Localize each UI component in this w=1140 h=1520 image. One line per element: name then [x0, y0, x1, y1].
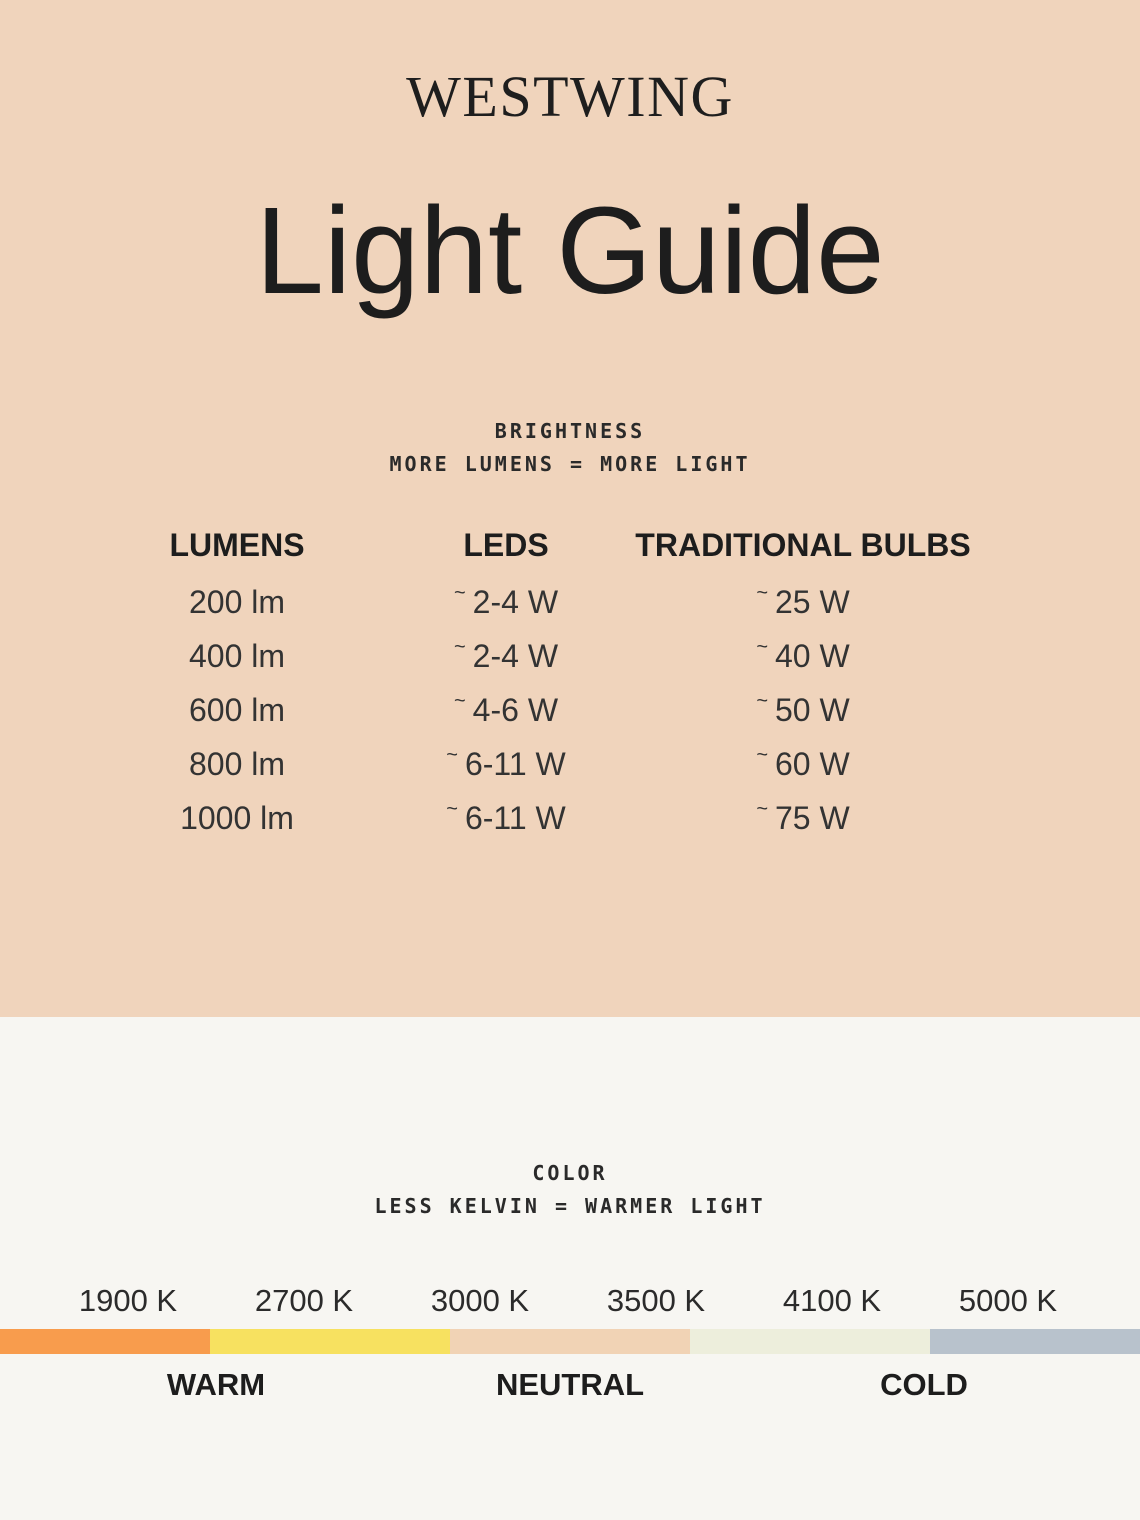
bar-segment-yellow	[210, 1329, 450, 1354]
kelvin-label: 3500 K	[606, 1283, 706, 1318]
brand-logo: WESTWING	[406, 64, 734, 129]
color-temperature-section	[0, 1017, 1140, 1520]
lumens-value: 800 lm	[188, 745, 286, 782]
column-header-traditional-bulbs: TRADITIONAL BULBS	[635, 527, 971, 564]
bulb-watt-value: ~ 40 W	[756, 635, 850, 674]
bulb-watt-value: ~ 60 W	[756, 743, 850, 782]
lumens-value: 200 lm	[188, 583, 286, 620]
approx-symbol: ~	[446, 797, 458, 820]
approx-symbol: ~	[756, 689, 768, 712]
approx-symbol: ~	[756, 635, 768, 658]
column-header-lumens: LUMENS	[169, 527, 305, 564]
approx-symbol: ~	[756, 581, 768, 604]
bulb-watt-value: ~ 75 W	[756, 797, 850, 836]
color-heading: COLOR	[532, 1161, 608, 1185]
led-watt-value: ~ 6-11 W	[446, 797, 566, 836]
bar-segment-cool-blue-gray	[930, 1329, 1140, 1354]
approx-symbol: ~	[453, 581, 466, 604]
kelvin-scale-labels	[0, 1283, 1140, 1319]
approx-symbol: ~	[756, 797, 768, 820]
approx-symbol: ~	[453, 635, 466, 658]
kelvin-label: 2700 K	[254, 1283, 354, 1318]
color-subheading: LESS KELVIN = WARMER LIGHT	[374, 1194, 766, 1218]
neutral-label: NEUTRAL	[495, 1367, 645, 1402]
lumens-value: 1000 lm	[180, 799, 294, 836]
warm-label: WARM	[166, 1367, 266, 1402]
approx-symbol: ~	[453, 689, 466, 712]
lumens-value: 600 lm	[188, 691, 286, 728]
bar-segment-warm-orange	[0, 1329, 210, 1354]
kelvin-label: 5000 K	[958, 1283, 1058, 1318]
lumens-value: 400 lm	[188, 637, 286, 674]
page-title: Light Guide	[255, 183, 885, 320]
color-temperature-bar	[0, 1329, 1140, 1354]
brightness-heading: BRIGHTNESS	[494, 419, 646, 444]
cold-label: COLD	[880, 1367, 968, 1402]
approx-symbol: ~	[756, 743, 768, 766]
lumens-table	[50, 527, 1140, 845]
led-watt-value: ~ 4-6 W	[453, 689, 559, 728]
led-watt-value: ~ 2-4 W	[453, 635, 559, 674]
led-watt-value: ~ 2-4 W	[453, 581, 559, 620]
color-intro	[0, 1017, 1140, 1223]
kelvin-label: 1900 K	[78, 1283, 178, 1318]
led-watt-value: ~ 6-11 W	[446, 743, 566, 782]
bulb-watt-value: ~ 25 W	[756, 581, 850, 620]
column-header-leds: LEDS	[463, 527, 549, 564]
bulb-watt-value: ~ 50 W	[756, 689, 850, 728]
temperature-labels	[0, 1367, 1140, 1403]
kelvin-label: 4100 K	[782, 1283, 882, 1318]
bar-segment-ivory	[690, 1329, 930, 1354]
kelvin-label: 3000 K	[430, 1283, 530, 1318]
bar-segment-peach	[450, 1329, 690, 1354]
brightness-intro	[0, 415, 1140, 481]
approx-symbol: ~	[446, 743, 458, 766]
brightness-subheading: MORE LUMENS = MORE LIGHT	[389, 452, 751, 477]
